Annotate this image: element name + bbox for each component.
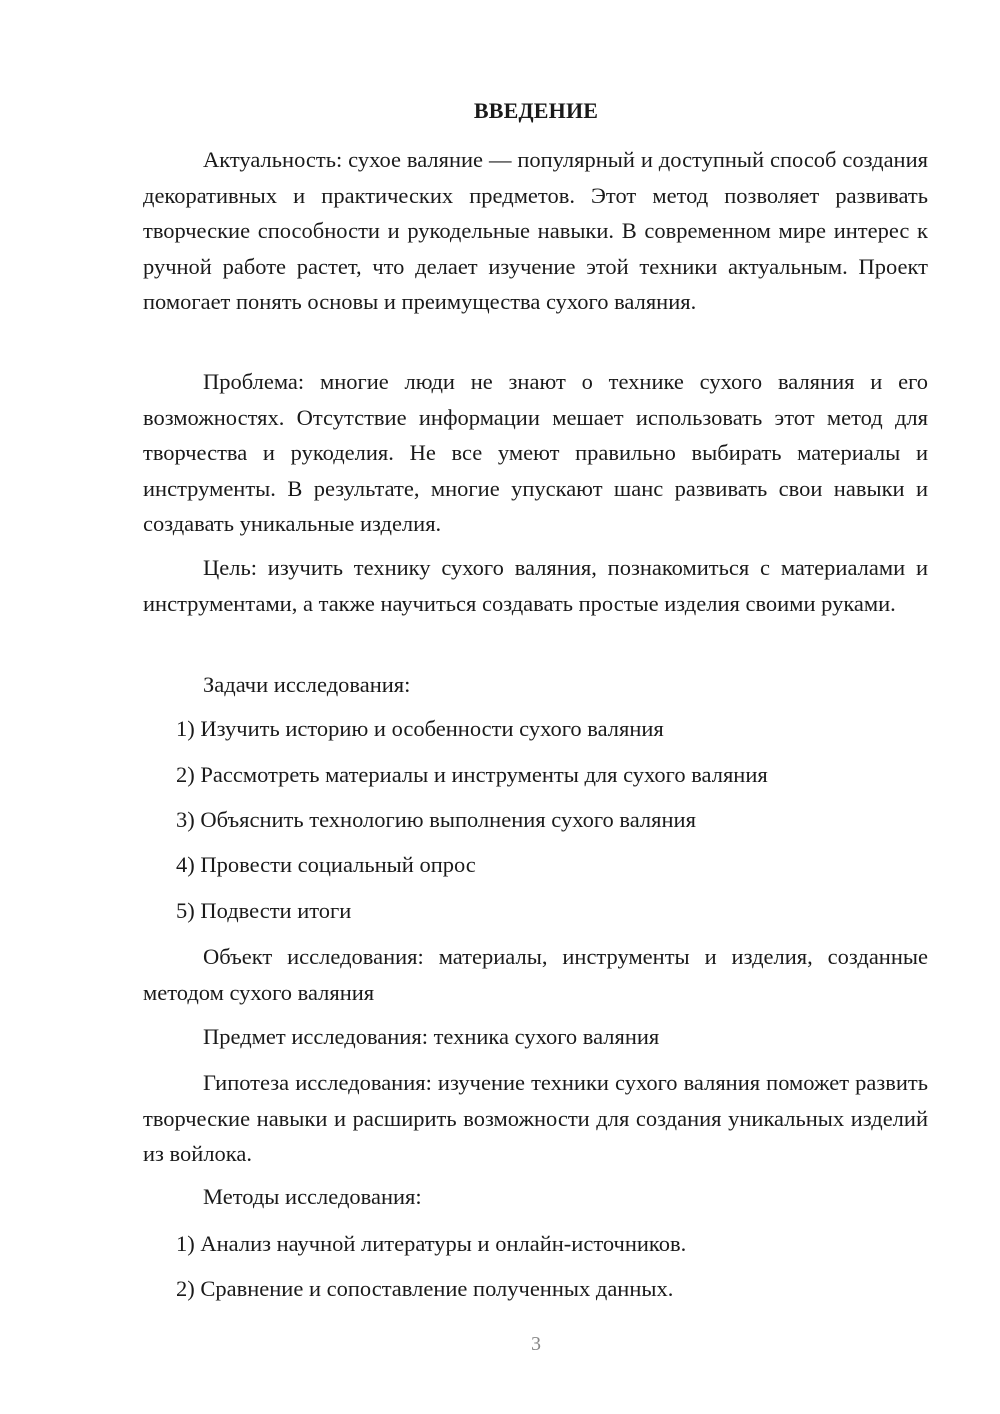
subject-line: Предмет исследования: техника сухого валяния	[203, 1024, 660, 1049]
methods-heading: Методы исследования:	[203, 1184, 422, 1209]
page-number: 3	[531, 1333, 541, 1355]
goal-paragraph: Цель: изучить технику сухого валяния, познакомиться с материалами и инструментами, а также научиться создавать простые изделия своими руками.	[143, 555, 928, 616]
object-paragraph: Объект исследования: материалы, инструменты и изделия, созданные методом сухого валяния	[143, 944, 928, 1005]
problem-paragraph: Проблема: многие люди не знают о технике сухого валяния и его возможностях. Отсутствие информации мешает использовать этот метод для творчества и рукоделия. Не все умеют правильно выбирать материалы и инструменты. В результате, многие упускают шанс развивать свои навыки и создавать уникальные изделия.	[143, 369, 928, 536]
task-item-2: 2) Рассмотреть материалы и инструменты для сухого валяния	[176, 762, 768, 787]
task-item-3: 3) Объяснить технологию выполнения сухого валяния	[176, 807, 696, 832]
method-item-1: 1) Анализ научной литературы и онлайн-источников.	[176, 1231, 687, 1256]
task-item-1: 1) Изучить историю и особенности сухого валяния	[176, 716, 664, 741]
task-item-4: 4) Провести социальный опрос	[176, 852, 476, 877]
method-item-2: 2) Сравнение и сопоставление полученных данных.	[176, 1276, 674, 1301]
task-item-5: 5) Подвести итоги	[176, 898, 352, 923]
page-title: ВВЕДЕНИЕ	[473, 98, 599, 123]
tasks-heading: Задачи исследования:	[203, 672, 411, 697]
hypothesis-paragraph: Гипотеза исследования: изучение техники сухого валяния поможет развить творческие навыки и расширить возможности для создания уникальных изделий из войлока.	[143, 1070, 928, 1166]
relevance-paragraph: Актуальность: сухое валяние — популярный и доступный способ создания декоративных и практических предметов. Этот метод позволяет развивать творческие способности и рукодельные навыки. В современном мире интерес к ручной работе растет, что делает изучение этой техники актуальным. Проект помогает понять основы и преимущества сухого валяния.	[143, 147, 928, 314]
